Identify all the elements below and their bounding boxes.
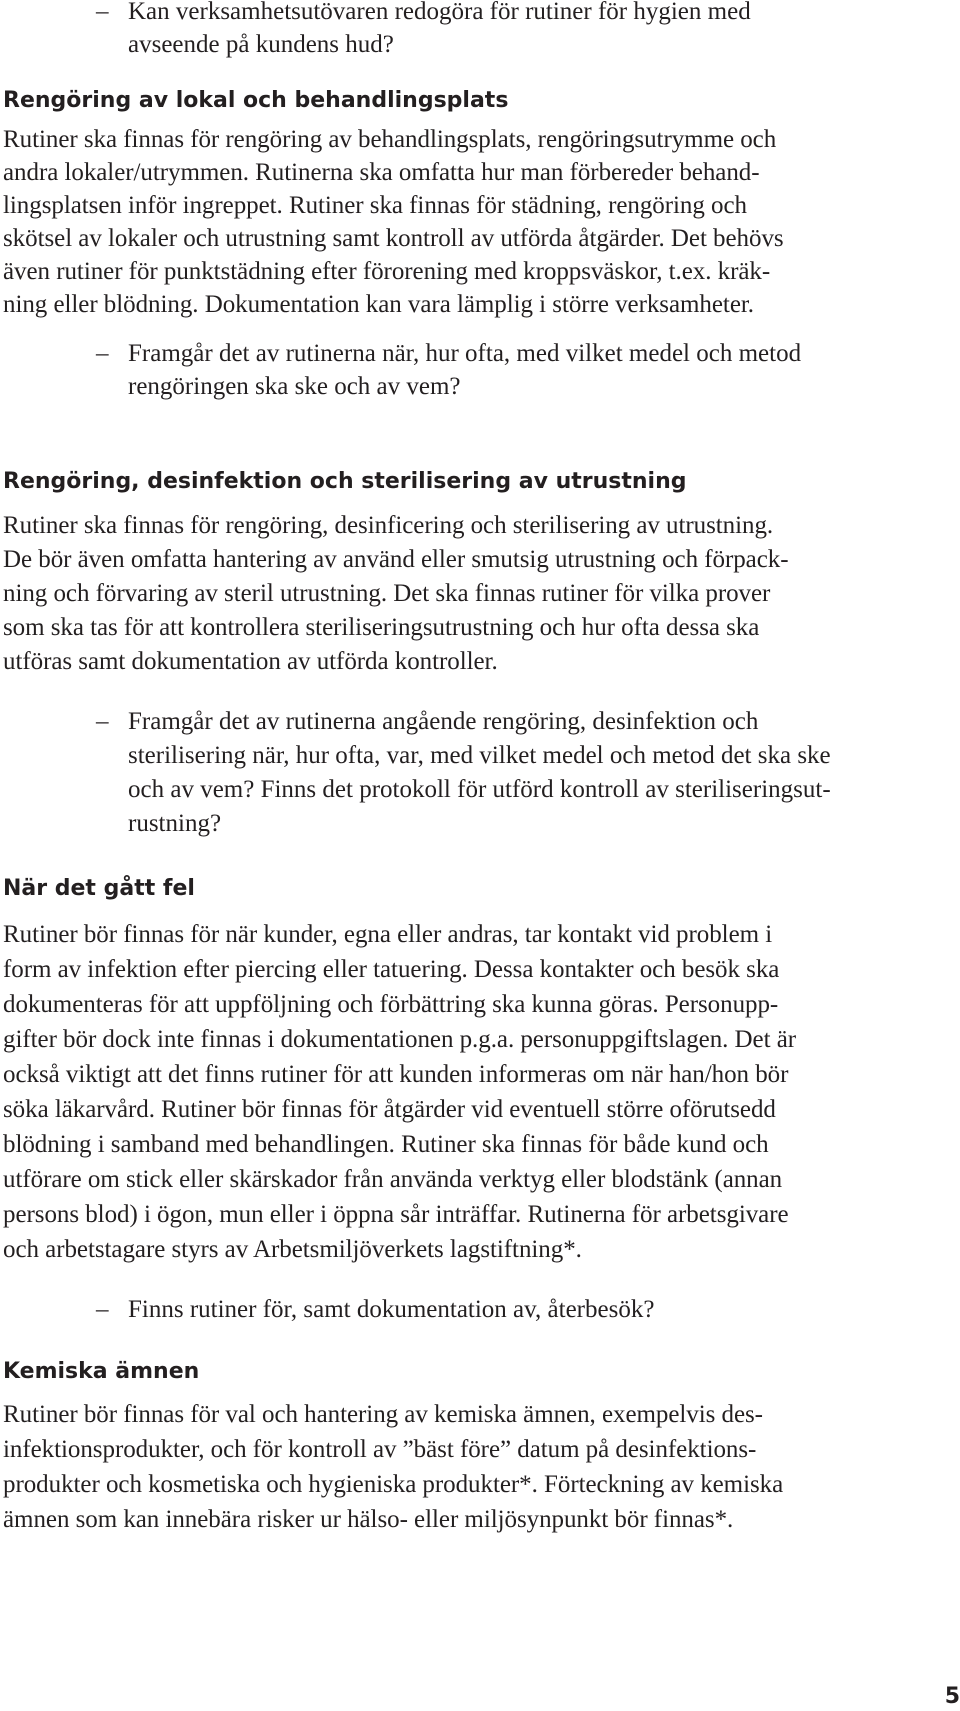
- body-line: Rutiner ska finnas för rengöring, desinficering och sterilisering av utrustning.: [3, 512, 774, 539]
- body-line: dokumenteras för att uppföljning och förbättring ska kunna göras. Personupp-: [3, 991, 779, 1018]
- body-line: ämnen som kan innebära risker ur hälso- eller miljösynpunkt bör finnas*.: [3, 1506, 734, 1533]
- body-line: ning eller blödning. Dokumentation kan vara lämplig i större verksamheter.: [3, 291, 754, 318]
- body-line: och arbetstagare styrs av Arbetsmiljöverkets lagstiftning*.: [3, 1236, 582, 1263]
- bullet-line: Framgår det av rutinerna när, hur ofta, med vilket medel och metod: [128, 340, 802, 367]
- bullet-dash: –: [96, 0, 109, 25]
- body-line: söka läkarvård. Rutiner bör finnas för åtgärder vid eventuell större oförutsedd: [3, 1096, 776, 1123]
- question-bullet: [96, 1292, 916, 1328]
- body-line: De bör även omfatta hantering av använd eller smutsig utrustning och förpack-: [3, 546, 789, 573]
- question-bullet: [96, 336, 916, 408]
- body-line: lingsplatsen inför ingreppet. Rutiner ska finnas för städning, rengöring och: [3, 192, 747, 219]
- body-line: Rutiner bör finnas för val och hantering av kemiska ämnen, exempelvis des-: [3, 1401, 763, 1428]
- bullet-line: rengöringen ska ske och av vem?: [128, 373, 461, 400]
- body-line: persons blod) i ögon, mun eller i öppna sår inträffar. Rutinerna för arbetsgivare: [3, 1201, 789, 1228]
- bullet-line: sterilisering när, hur ofta, var, med vilket medel och metod det ska ske: [128, 742, 831, 769]
- bullet-line: och av vem? Finns det protokoll för utförd kontroll av steriliseringsut-: [128, 776, 831, 803]
- body-line: Rutiner bör finnas för när kunder, egna eller andras, tar kontakt vid problem i: [3, 921, 773, 948]
- body-line: gifter bör dock inte finnas i dokumentationen p.g.a. personuppgiftslagen. Det är: [3, 1026, 797, 1053]
- section-heading-lokal: Rengöring av lokal och behandlingsplats: [3, 88, 509, 113]
- body-line: form av infektion efter piercing eller tatuering. Dessa kontakter och besök ska: [3, 956, 780, 983]
- bullet-line: Finns rutiner för, samt dokumentation av, återbesök?: [128, 1296, 655, 1323]
- intro-bullet: [96, 0, 916, 66]
- body-line: som ska tas för att kontrollera steriliseringsutrustning och hur ofta dessa ska: [3, 614, 760, 641]
- page-number: 5: [944, 1684, 960, 1709]
- body-line: skötsel av lokaler och utrustning samt kontroll av utförda åtgärder. Det behövs: [3, 225, 784, 252]
- body-line: ning och förvaring av steril utrustning. Det ska finnas rutiner för vilka prover: [3, 580, 771, 607]
- body-line: utföras samt dokumentation av utförda kontroller.: [3, 648, 498, 675]
- section-heading-kemiska: Kemiska ämnen: [3, 1359, 200, 1384]
- bullet-dash: –: [96, 708, 109, 735]
- section-heading-utrustning: Rengöring, desinfektion och sterilisering av utrustning: [3, 469, 687, 494]
- body-line: blödning i samband med behandlingen. Rutiner ska finnas för både kund och: [3, 1131, 769, 1158]
- body-line: produkter och kosmetiska och hygieniska produkter*. Förteckning av kemiska: [3, 1471, 784, 1498]
- body-line: också viktigt att det finns rutiner för att kunden informeras om när han/hon bör: [3, 1061, 789, 1088]
- bullet-line: avseende på kundens hud?: [128, 31, 394, 58]
- bullet-line: Kan verksamhetsutövaren redogöra för rutiner för hygien med: [128, 0, 751, 25]
- section-heading-fel: När det gått fel: [3, 876, 195, 901]
- bullet-dash: –: [96, 340, 109, 367]
- bullet-dash: –: [96, 1296, 109, 1323]
- bullet-line: rustning?: [128, 810, 222, 837]
- body-line: även rutiner för punktstädning efter förorening med kroppsväskor, t.ex. kräk-: [3, 258, 771, 285]
- body-line: utförare om stick eller skärskador från använda verktyg eller blodstänk (annan: [3, 1166, 783, 1193]
- question-bullet: [96, 704, 916, 844]
- body-line: infektionsprodukter, och för kontroll av ”bäst före” datum på desinfektions-: [3, 1436, 757, 1463]
- body-line: Rutiner ska finnas för rengöring av behandlingsplats, rengöringsutrymme och: [3, 126, 777, 153]
- bullet-line: Framgår det av rutinerna angående rengöring, desinfektion och: [128, 708, 759, 735]
- body-line: andra lokaler/utrymmen. Rutinerna ska omfatta hur man förbereder behand-: [3, 159, 760, 186]
